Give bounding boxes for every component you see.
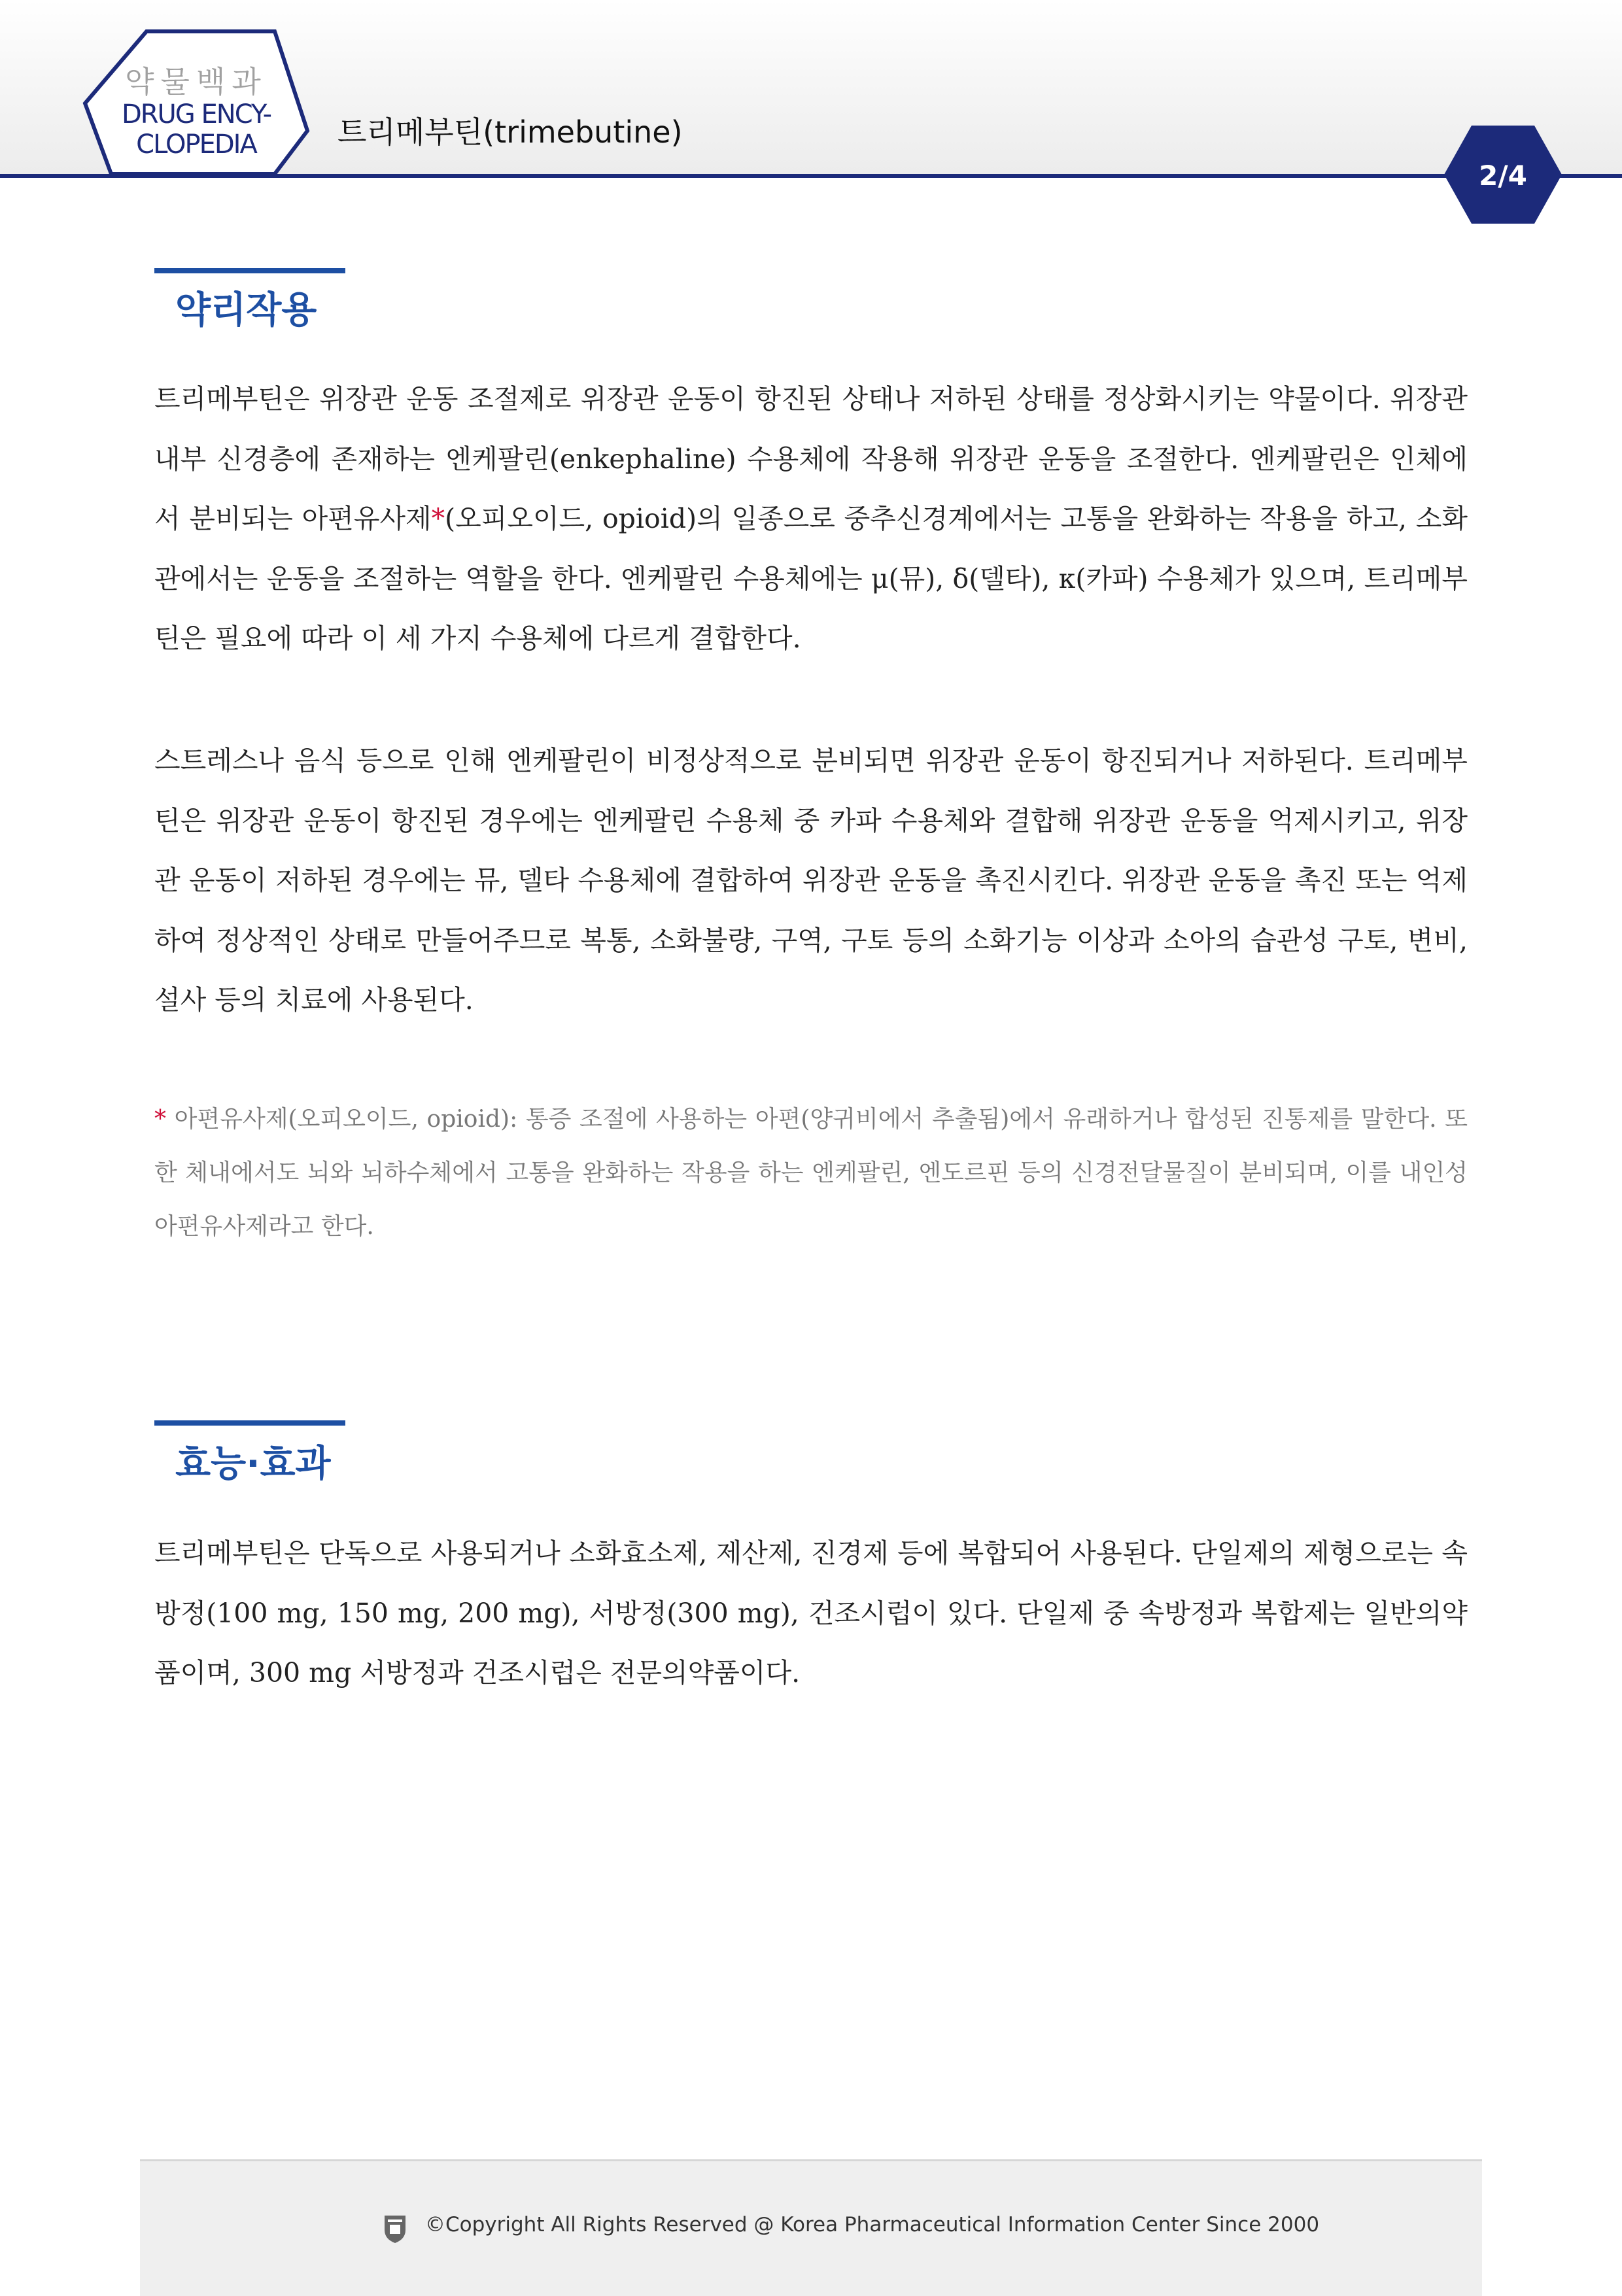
footnote <box>154 1093 1468 1254</box>
footnote-marker: * <box>154 1106 166 1133</box>
paragraph-text: 트리메부틴은 위장관 운동 조절제로 위장관 운동이 항진된 상태나 저하된 상태를 정상화시키는 약물이다. 위장관 내부 신경층에 존재하는 엔케팔린(enkephaline) 수용체에 작용해 위장관 운동을 조절한다. 엔케팔린은 인체에서 분비되는 아편유사제 <box>154 383 1468 534</box>
logo-korean: 약물백과 <box>125 64 267 99</box>
logo-english-line1: DRUG ENCY- <box>121 99 271 129</box>
pharmacology-paragraph-2: 스트레스나 음식 등으로 인해 엔케팔린이 비정상적으로 분비되면 위장관 운동이 항진되거나 저하된다. 트리메부틴은 위장관 운동이 항진된 경우에는 엔케팔린 수용체 중 카파 수용체와 결합해 위장관 운동을 억제시키고, 위장관 운동이 저하된 경우에는 뮤, 델타 수용체에 결합하여 위장관 운동을 촉진시킨다. 위장관 운동을 촉진 또는 억제하여 정상적인 상태로 만들어주므로 복통, 소화불량, 구역, 구토 등의 소화기능 이상과 소아의 습관성 구토, 변비, 설사 등의 치료에 사용된다. <box>154 745 1468 1016</box>
efficacy-paragraph-1: 트리메부틴은 단독으로 사용되거나 소화효소제, 제산제, 진경제 등에 복합되어 사용된다. 단일제의 제형으로는 속방정(100 mg, 150 mg, 200 mg), 서방정(300 mg), 건조시럽이 있다. 단일제 중 속방정과 복합제는 일반의약품이며, 300 mg 서방정과 건조시럽은 전문의약품이다. <box>154 1537 1468 1688</box>
paragraph-text: (오피오이드, opioid)의 일종으로 중추신경계에서는 고통을 완화하는 작용을 하고, 소화관에서는 운동을 조절하는 역할을 한다. 엔케팔린 수용체에는 μ(뮤), δ(델타), κ(카파) 수용체가 있으며, 트리메부틴은 필요에 따라 이 세 가지 수용체에 다르게 결합한다. <box>154 503 1468 654</box>
pharmacology-paragraph-1 <box>154 369 1468 669</box>
footnote-text: 아편유사제(오피오이드, opioid): 통증 조절에 사용하는 아편(양귀비에서 추출됨)에서 유래하거나 합성된 진통제를 말한다. 또한 체내에서도 뇌와 뇌하수체에서 고통을 완화하는 작용을 하는 엔케팔린, 엔도르핀 등의 신경전달물질이 분비되며, 이를 내인성 아편유사제라고 한다. <box>154 1106 1468 1240</box>
logo <box>98 64 294 160</box>
footnote-marker: * <box>431 503 445 534</box>
copyright-text: ©Copyright All Rights Reserved @ Korea Pharmaceutical Information Center Since 2000 <box>425 2213 1320 2236</box>
section-title-pharmacology: 약리작용 <box>175 289 317 332</box>
page-indicator: 2/4 <box>1479 160 1527 192</box>
logo-english-line2: CLOPEDIA <box>136 129 256 160</box>
section-title-efficacy: 효능·효과 <box>175 1443 331 1485</box>
section-rule-efficacy <box>154 1420 345 1426</box>
section-rule-pharmacology <box>154 268 345 273</box>
shield-emblem-icon <box>382 2213 408 2244</box>
drug-title: 트리메부틴(trimebutine) <box>337 114 683 150</box>
